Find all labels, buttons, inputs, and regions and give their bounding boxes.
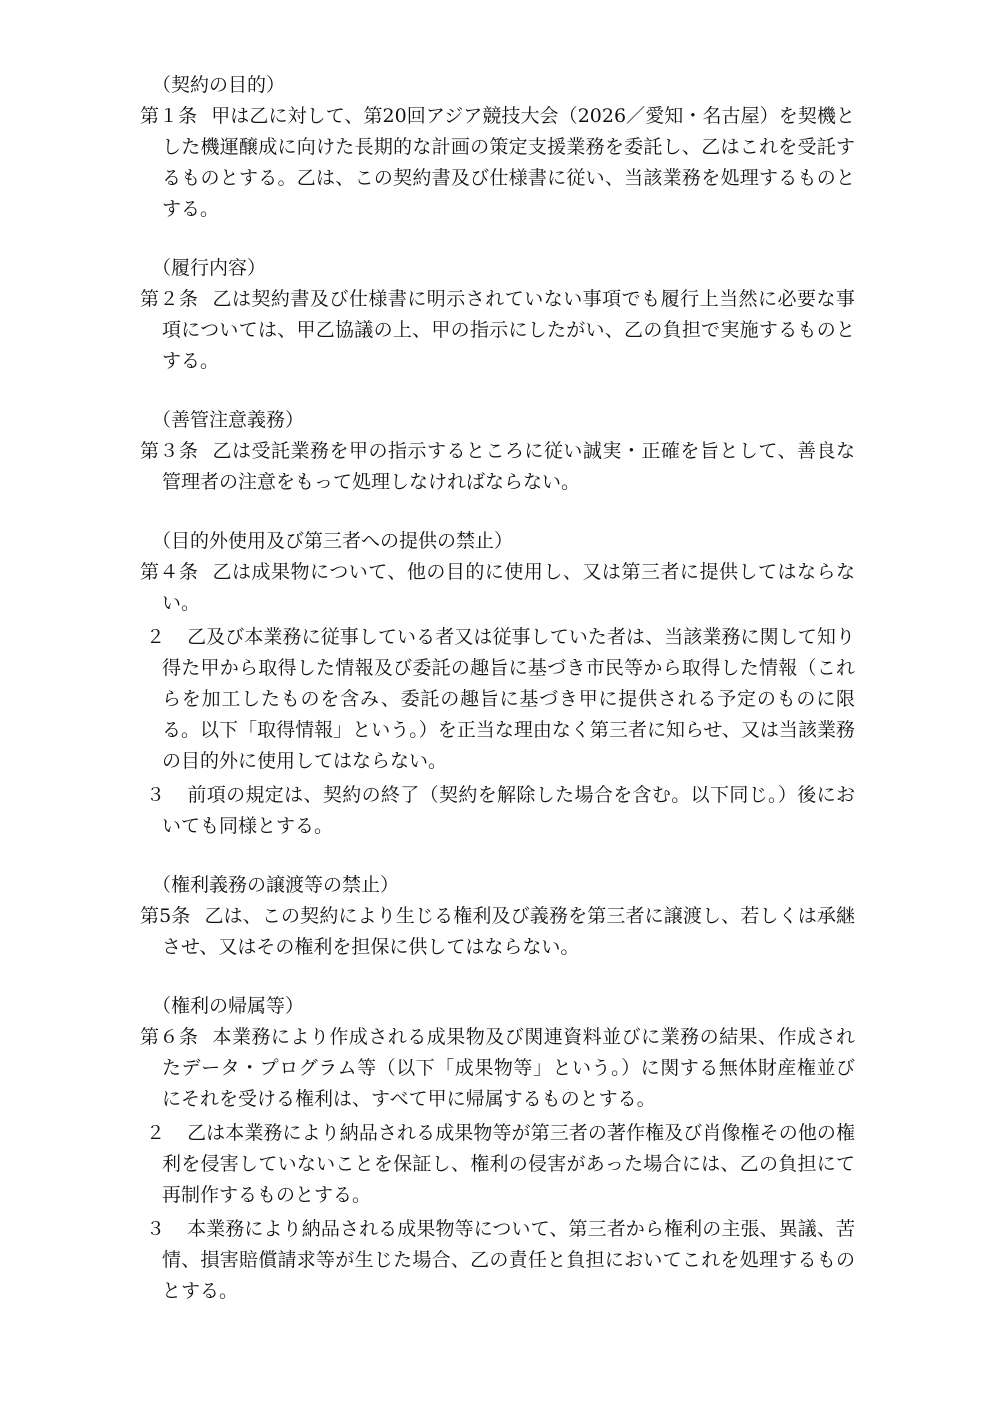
article-number: 第１条	[140, 105, 198, 127]
article-subparagraph	[140, 1214, 855, 1307]
article-text: 乙は、この契約により生じる権利及び義務を第三者に譲渡し、若しくは承継させ、又はその権利を担保に供してはならない。	[162, 905, 855, 958]
article-paragraph	[140, 284, 855, 377]
article-number: 第４条	[140, 561, 199, 583]
article-paragraph	[140, 1022, 855, 1115]
article-1	[140, 70, 855, 225]
paragraph-number: ２	[146, 626, 166, 648]
article-paragraph	[140, 901, 855, 963]
article-3	[140, 405, 855, 498]
article-text: 甲は乙に対して、第20回アジア競技大会（2026／愛知・名古屋）を契機とした機運醸成に向けた長期的な計画の策定支援業務を委託し、乙はこれを受託するものとする。乙は、この契約書及び仕様書に従い、当該業務を処理するものとする。	[162, 105, 855, 220]
article-paragraph	[140, 557, 855, 619]
article-number: 第６条	[140, 1026, 199, 1048]
article-text: 乙及び本業務に従事している者又は従事していた者は、当該業務に関して知り得た甲から取得した情報及び委託の趣旨に基づき市民等から取得した情報（これらを加工したものを含み、委託の趣旨に基づき甲に提供される予定のものに限る。以下「取得情報」という。）を正当な理由なく第三者に知らせ、又は当該業務の目的外に使用してはならない。	[162, 626, 855, 772]
article-text: 乙は成果物について、他の目的に使用し、又は第三者に提供してはならない。	[162, 561, 855, 614]
article-4	[140, 526, 855, 842]
article-heading: （権利の帰属等）	[152, 995, 305, 1017]
article-5	[140, 870, 855, 963]
article-text: 本業務により納品される成果物等について、第三者から権利の主張、異議、苦情、損害賠償請求等が生じた場合、乙の責任と負担においてこれを処理するものとする。	[162, 1218, 855, 1302]
paragraph-number: ２	[146, 1122, 166, 1144]
article-subparagraph	[140, 622, 855, 777]
article-paragraph	[140, 436, 855, 498]
article-subparagraph	[140, 780, 855, 842]
article-subparagraph	[140, 1118, 855, 1211]
article-text: 本業務により作成される成果物及び関連資料並びに業務の結果、作成されたデータ・プログラム等（以下「成果物等」という。）に関する無体財産権並びにそれを受ける権利は、すべて甲に帰属するものとする。	[162, 1026, 855, 1110]
article-text: 乙は受託業務を甲の指示するところに従い誠実・正確を旨として、善良な管理者の注意をもって処理しなければならない。	[162, 440, 855, 493]
article-6	[140, 991, 855, 1307]
article-heading: （善管注意義務）	[152, 409, 305, 431]
article-text: 乙は契約書及び仕様書に明示されていない事項でも履行上当然に必要な事項については、甲乙協議の上、甲の指示にしたがい、乙の負担で実施するものとする。	[162, 288, 855, 372]
article-text: 前項の規定は、契約の終了（契約を解除した場合を含む。以下同じ。）後においても同様とする。	[162, 784, 855, 837]
article-heading: （権利義務の譲渡等の禁止）	[152, 874, 400, 896]
article-number: 第２条	[140, 288, 199, 310]
article-heading: （履行内容）	[152, 257, 267, 279]
contract-body	[140, 70, 855, 1335]
article-heading: （契約の目的）	[152, 74, 286, 96]
article-number: 第5条	[140, 905, 191, 927]
article-paragraph	[140, 101, 855, 225]
article-text: 乙は本業務により納品される成果物等が第三者の著作権及び肖像権その他の権利を侵害していないことを保証し、権利の侵害があった場合には、乙の負担にて再制作するものとする。	[162, 1122, 855, 1206]
article-heading: （目的外使用及び第三者への提供の禁止）	[152, 530, 514, 552]
article-number: 第３条	[140, 440, 199, 462]
article-2	[140, 253, 855, 377]
paragraph-number: ３	[146, 1218, 166, 1240]
paragraph-number: ３	[146, 784, 166, 806]
